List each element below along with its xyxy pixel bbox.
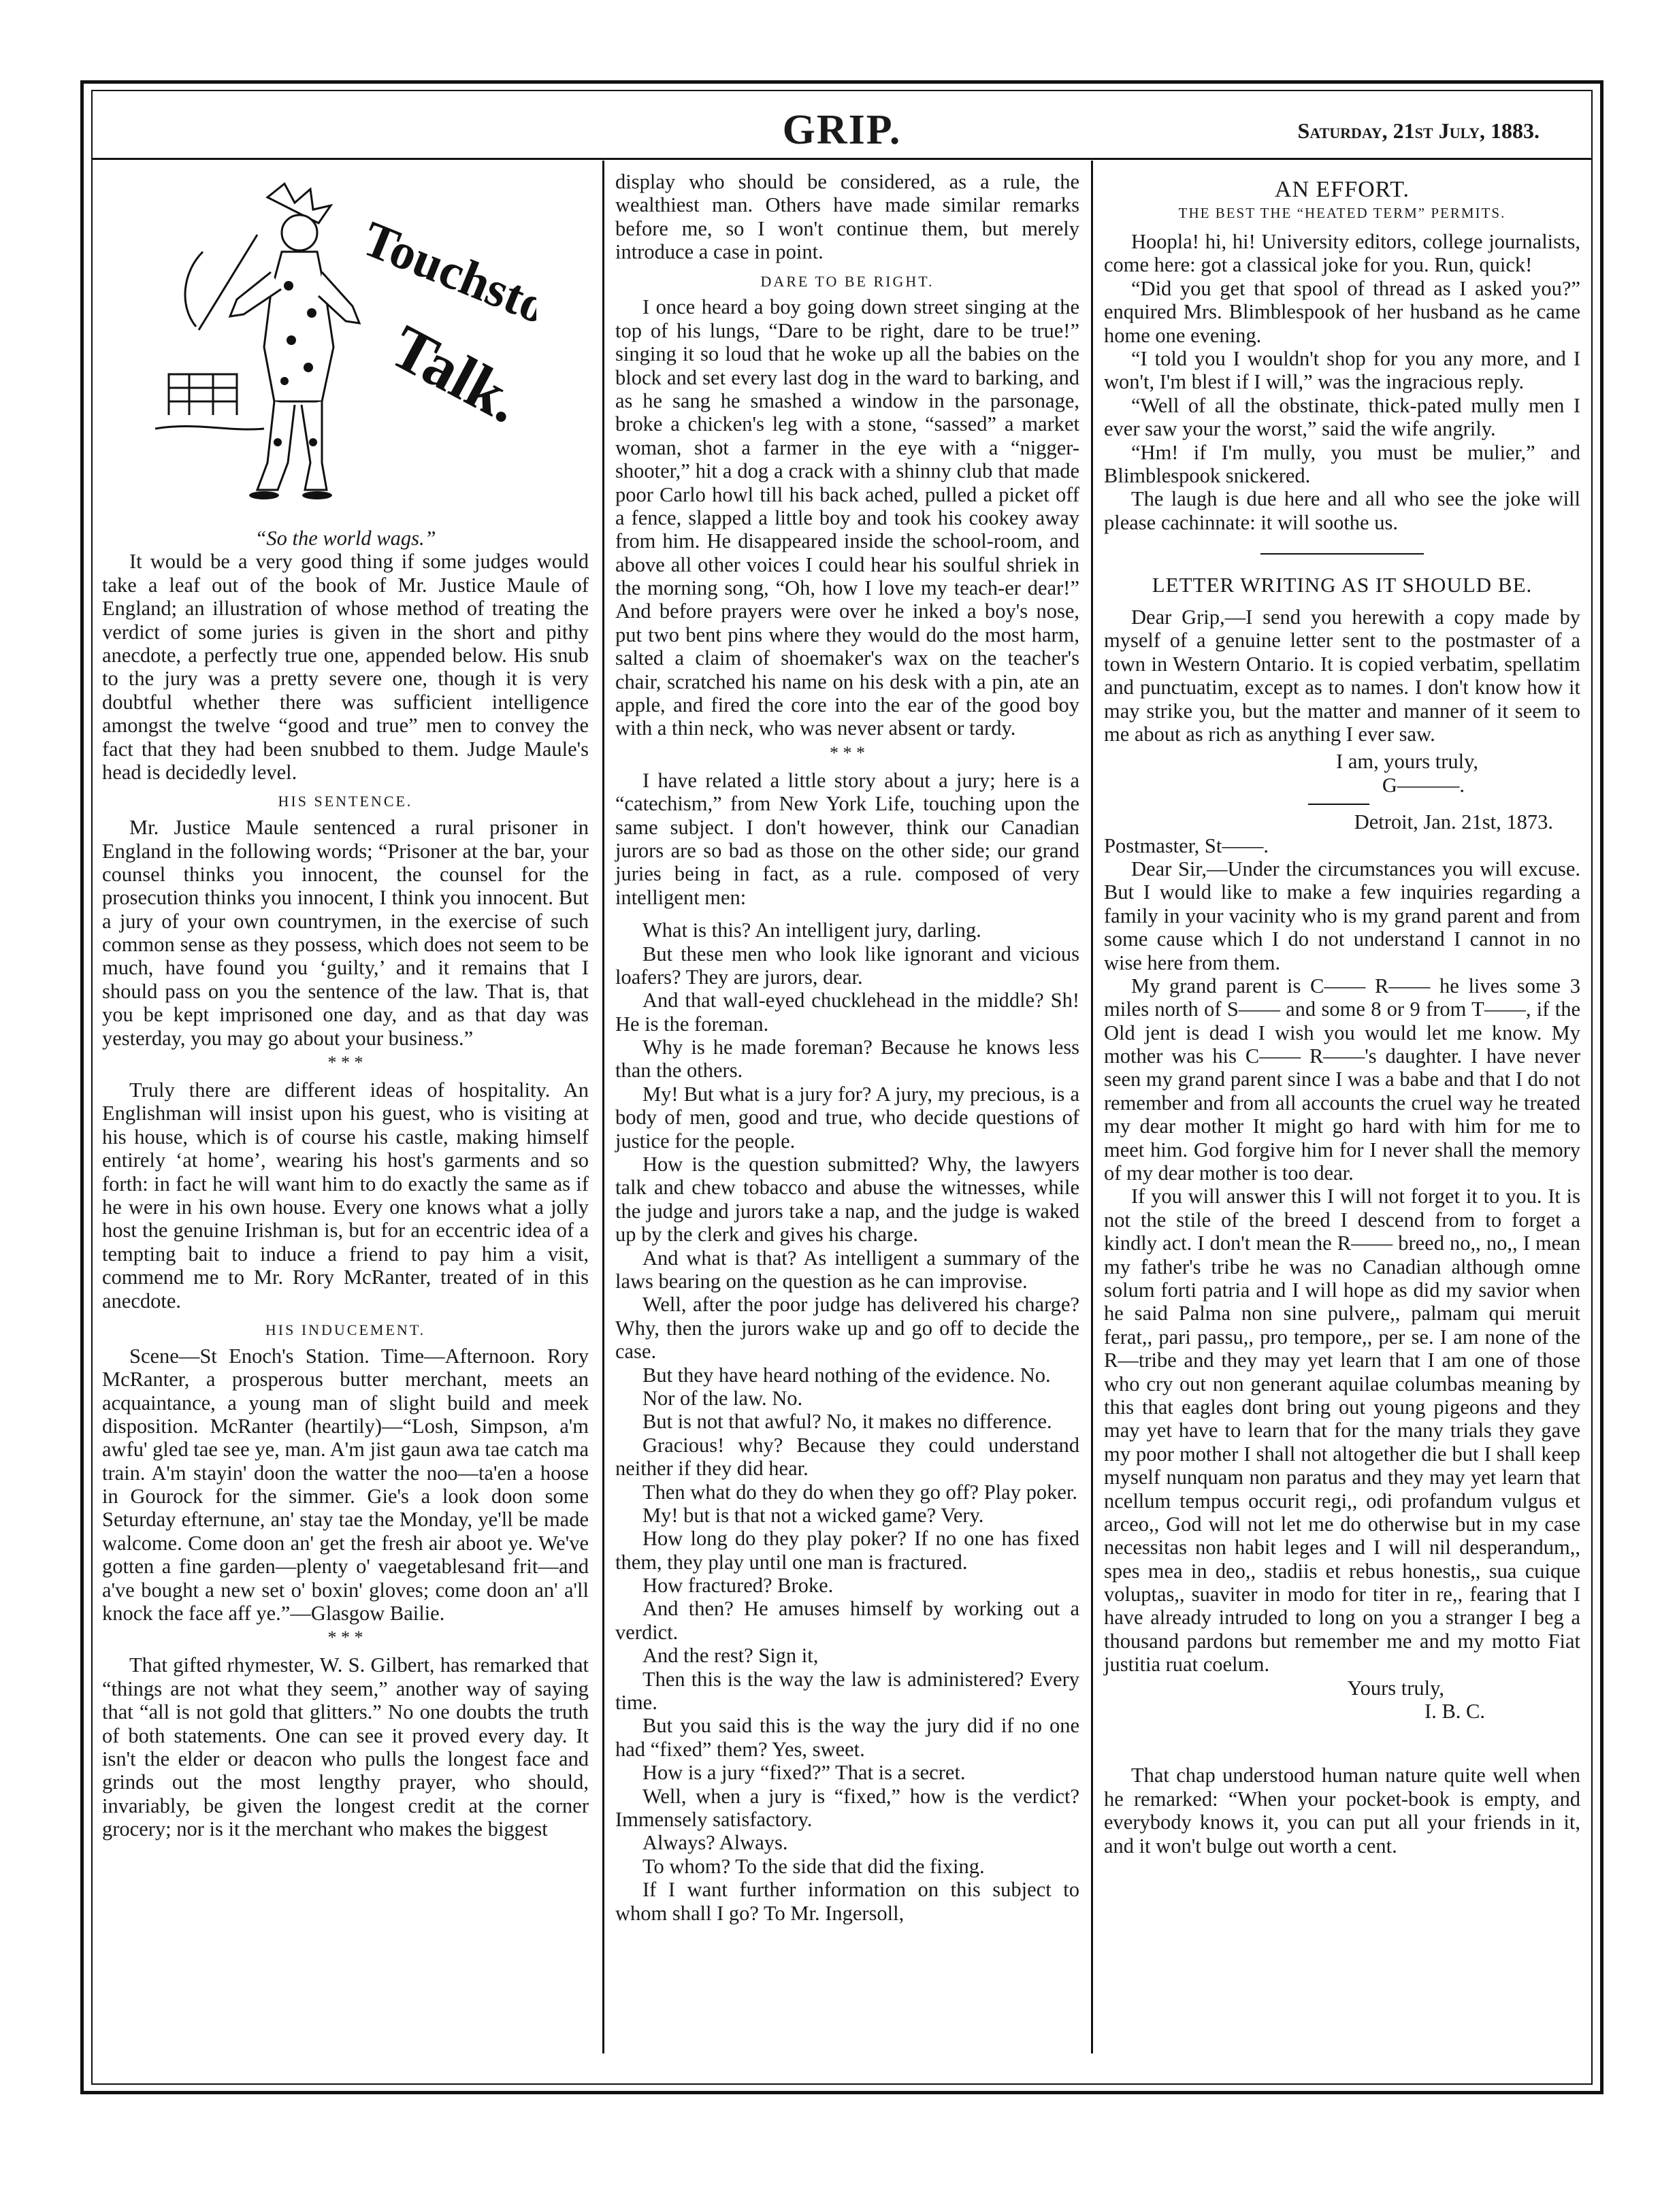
masthead-title: GRIP.	[782, 107, 902, 153]
catechism-line: Why is he made foreman? Because he knows less than the others.	[615, 1036, 1079, 1083]
catechism-line: Well, when a jury is “fixed,” how is the verdict? Immensely satisfactory.	[615, 1784, 1079, 1831]
catechism-line: But they have heard nothing of the evidence. No.	[642, 1363, 1051, 1387]
masthead	[91, 102, 1593, 156]
col2-paragraph-1: display who should be considered, as a rule, the wealthiest man. Others have made similar remarks before me, so I won't continue them, but merely introduce a case in point.	[615, 170, 1079, 264]
effort-paragraph: “Well of all the obstinate, thick-pated mully men I ever saw your the worst,” said the wife angrily.	[1104, 393, 1580, 441]
catechism-line: And the rest? Sign it,	[642, 1644, 819, 1668]
column-divider-2	[1091, 161, 1093, 2053]
subheading-heated-term: THE BEST THE “HEATED TERM” PERMITS.	[1178, 205, 1506, 222]
section-asterism: * * *	[830, 742, 865, 763]
col1-paragraph-1: It would be a very good thing if some judges would take a leaf out of the book of Mr. Justice Maule of England; an illustration of whose method of treating the verdict of some juries is given in the short and pithy anecdote, a perfectly true one, appended below. His snub to the jury was a pretty severe one, though it is very doubtful whether there was sufficient intelligence amongst the twelve “good and true” men to convey the fact that they had been snubbed to them. Judge Maule's head is decidedly level.	[102, 550, 589, 784]
catechism-line: To whom? To the side that did the fixing.	[642, 1854, 985, 1878]
letter-paragraph: If you will answer this I will not forget it to you. It is not the stile of the breed I descend from to forget a kindly act. I don't mean the R—— breed no,, no,, I mean my father's tribe he was no Canadian although omne solum forti patria and I will hope as did my savior when he said Palma non sine pulvere,, palmam qui meruit ferat,, pari passu,, pro tempore,, per se. I am none of the R—tribe and they may yet learn that I am one of those who cry out non generant aquilae columbas meaning by this that eagles dont bring out young pigeons and they may yet have to learn that for the many trials they gave my poor mother I shall not altogether die but I shall keep myself nunquam non paratus and they may yet learn that ncellum tempus occurit regi,, odi profandum vulgus et arceo,, God will not let me do otherwise but in my case necessitas non habit leges and I will nil desperandum,, spes mea in deo,, stadiis et rebus honestis,, sua cuique voluptas,, suaviter in modo for titer in re,, fearing that I have already intruded to long on you a stranger I beg a thousand pardons but remember me and my motto Fiat justitia ruat coelum.	[1104, 1185, 1580, 1677]
column-3	[1104, 177, 1580, 1858]
effort-paragraph: “Hm! if I'm mully, you must be mulier,” and Blimblespook snickered.	[1104, 440, 1580, 487]
effort-paragraph: “Did you get that spool of thread as I asked you?” enquired Mrs. Blimblespook of her husband as he came home one evening.	[1104, 276, 1580, 347]
column-1	[102, 170, 589, 1841]
catechism-line: My! But what is a jury for? A jury, my precious, is a body of men, good and true, who decide questions of justice for the people.	[615, 1082, 1079, 1153]
svg-text:Talk.: Talk.	[380, 311, 532, 436]
catechism-line: Well, after the poor judge has delivered his charge? Why, then the jurors wake up and go off to decide the case.	[615, 1293, 1079, 1364]
col2-paragraph-3: I have related a little story about a jury; here is a “catechism,” from New York Life, touching upon the same subject. I don't however, think our Canadian jurors are so bad as those on the other side; our grand juries being in fact, as a rule. composed of very intelligent men:	[615, 768, 1079, 909]
effort-paragraph: “I told you I wouldn't shop for you any more, and I won't, I'm blest if I will,” was the ingracious reply.	[1104, 346, 1580, 394]
letter-initials: I. B. C.	[1424, 1700, 1485, 1723]
col2-paragraph-2: I once heard a boy going down street singing at the top of his lungs, “Dare to be right, dare to be true!” singing it so loud that he woke up all the babies on the block and set every last dog in the ward to barking, and as he sang he smashed a window in the parsonage, broke a chicken's leg with a stone, “sassed” a market woman, shot a farmer in the eye with a “nigger-shooter,” hit a dog a crack with a shinny club that made poor Carlo howl till his back ached, pulled a picket off a fence, slapped a little boy and took his cookey away from him. He disappeared inside the school-room, and above all other voices I could hear his soulful shriek in the morning song, “Oh, how I love my teach-er dear!” And before prayers were over he inked a boy's nose, put two bent pins where they would do the most harm, salted a claim of shoemaker's wax on the teacher's chair, scratched his name on his desk with a pin, ate an apple, and fired the core into the ear of the good boy with a thin neck, who was never absent or tardy.	[615, 295, 1079, 740]
col1-paragraph-2: Mr. Justice Maule sentenced a rural prisoner in England in the following words; “Prisoner at the bar, your counsel thinks you innocent, the counsel for the prosecution thinks you innocent, I think you innocent. But a jury of your own countrymen, in the exercise of such common sense as they possess, which does not seem to be much, have found you ‘guilty,’ and it remains that I should pass on you the sentence of the law. That is, that you be kept imprisoned one day, and as that day was yesterday, you may go about your business.”	[102, 816, 589, 1050]
section-divider	[1260, 553, 1424, 555]
catechism-line: Then what do they do when they go off? Play poker.	[642, 1480, 1077, 1504]
letter-sign-off: I am, yours truly,	[1336, 750, 1478, 774]
catechism-line: And then? He amuses himself by working out a verdict.	[615, 1597, 1079, 1644]
col1-paragraph-4: Scene—St Enoch's Station. Time—Afternoon. Rory McRanter, a prosperous butter merchant, meets an acquaintance, a young man of slight build and meek disposition. McRanter (heartily)—“Losh, Simpson, a'm awfu' gled tae see ye, man. A'm jist gaun awa tae catch ma train. A'm stayin' doon the watter the noo—ta'en a hoose in Gourock for the simmer. Gie's a look doon some Seturday efternune, an' stay tae the Monday, ye'll be made walcome. Come doon an' get the fresh air aboot ye. We've gotten a fine garden—plenty o' vaegetablesand frit—and a've bought a new set o' boxin' gloves; come doon an' a'll knock the face aff ye.”—Glasgow Bailie.	[102, 1344, 589, 1625]
col1-subhead-inducement: HIS INDUCEMENT.	[265, 1321, 426, 1338]
illustration-caption: “So the world wags.”	[255, 527, 436, 550]
catechism-line: But is not that awful? No, it makes no difference.	[642, 1410, 1052, 1434]
letter-closing: Yours truly,	[1347, 1676, 1444, 1700]
col3-final-paragraph: That chap understood human nature quite well when he remarked: “When your pocket-book is empty, and everybody knows it, you can put all your friends in it, and it won't bulge out worth a cent.	[1104, 1764, 1580, 1858]
column-divider-1	[602, 161, 604, 2053]
catechism-line: Then this is the way the law is administered? Every time.	[615, 1667, 1079, 1715]
letter-intro: Dear Grip,—I send you herewith a copy made by myself of a genuine letter sent to the postmaster of a town in Western Ontario. It is copied verbatim, spellatim and punctuatim, except as to names. I don't know how it may strike you, but the matter and manner of it seem to me about as rich as anything I ever saw.	[1104, 606, 1580, 746]
catechism-line: How fractured? Broke.	[642, 1574, 834, 1598]
letter-dateline: Detroit, Jan. 21st, 1873.	[1354, 810, 1553, 834]
letter-paragraph: My grand parent is C—— R—— he lives some 3 miles north of S—— and some 8 or 9 from T——, if the Old jent is dead I wish you would let me know. My mother was his C—— R——'s daughter. I have never seen my grand parent since I was a babe and that I do not remember and from all accounts the cruel way he treated my dear mother It might go hard with him for me to meet him. God forgive him for I never shall the memory of my dear mother is too dear.	[1104, 974, 1580, 1185]
col1-subhead-sentence: HIS SENTENCE.	[278, 793, 413, 810]
catechism-line: Gracious! why? Because they could understand neither if they did hear.	[615, 1433, 1079, 1481]
catechism-line: What is this? An intelligent jury, darling.	[642, 919, 981, 942]
effort-paragraph: The laugh is due here and all who see the joke will please cachinnate: it will soothe us.	[1104, 487, 1580, 534]
catechism-line: Always? Always.	[642, 1831, 788, 1855]
header-rule	[91, 158, 1593, 160]
letter-divider	[1308, 804, 1369, 805]
catechism-line: How long do they play poker? If no one has fixed them, they play until one man is fractured.	[615, 1527, 1079, 1574]
section-asterism: * * *	[327, 1053, 363, 1073]
letter-paragraph: Dear Sir,—Under the circumstances you will excuse. But I would like to make a few inquiries regarding a family in your vacinity who is my grand parent and from some cause which I do not understand I cannot in no wise here from them.	[1104, 857, 1580, 974]
column-2	[615, 170, 1079, 1925]
jester-figure-icon	[155, 170, 536, 524]
effort-paragraph: Hoopla! hi, hi! University editors, college journalists, come here: got a classical joke for you. Run, quick!	[1104, 230, 1580, 277]
touchstone-illustration	[155, 170, 536, 524]
catechism-line: How is a jury “fixed?” That is a secret.	[642, 1761, 966, 1785]
catechism-line: But these men who look like ignorant and vicious loafers? They are jurors, dear.	[615, 942, 1079, 989]
catechism-line: And what is that? As intelligent a summary of the laws bearing on the question as he can improvise.	[615, 1246, 1079, 1293]
catechism-line: How is the question submitted? Why, the lawyers talk and chew tobacco and abuse the witnesses, while the judge and jurors take a nap, and the judge is waked up by the clerk and gives his charge.	[615, 1153, 1079, 1247]
svg-text:Touchstone's: Touchstone's	[355, 210, 536, 367]
catechism-line: But you said this is the way the jury did if no one had “fixed” them? Yes, sweet.	[615, 1714, 1079, 1761]
catechism-line: And that wall-eyed chucklehead in the middle? Sh! He is the foreman.	[615, 989, 1079, 1036]
catechism-line: Nor of the law. No.	[642, 1386, 803, 1410]
col2-subhead-dare: DARE TO BE RIGHT.	[760, 272, 934, 290]
col1-paragraph-5: That gifted rhymester, W. S. Gilbert, has remarked that “things are not what they seem,” another way of saying that “all is not gold that glitters.” No one doubts the truth of both statements. One can see it proved every day. It isn't the elder or deacon who pulls the longest face and grinds out the most lengthy prayer, who should, invariably, be given the longest credit at the corner grocery; nor is it the merchant who makes the biggest	[102, 1653, 589, 1841]
catechism-line: My! but is that not a wicked game? Very.	[642, 1503, 984, 1527]
masthead-date: Saturday, 21st July, 1883.	[1297, 118, 1540, 143]
section-asterism: * * *	[327, 1628, 363, 1648]
letter-signature: G———.	[1382, 773, 1465, 797]
catechism-line: If I want further information on this subject to whom shall I go? To Mr. Ingersoll,	[615, 1878, 1079, 1925]
heading-letter-writing: LETTER WRITING AS IT SHOULD BE.	[1152, 573, 1533, 597]
col1-paragraph-3: Truly there are different ideas of hospitality. An Englishman will insist upon his guest, who is visiting at his house, which is of course his castle, making himself entirely ‘at home’, wearing his host's garments and so forth: in fact he will want him to do exactly the same as if he were in his own house. Every one knows what a jolly host the genuine Irishman is, but for an eccentric idea of a tempting bait to induce a friend to pay him a visit, commend me to Mr. Rory McRanter, treated of in this anecdote.	[102, 1078, 589, 1313]
heading-an-effort: AN EFFORT.	[1274, 177, 1410, 202]
letter-address: Postmaster, St——.	[1104, 833, 1269, 857]
